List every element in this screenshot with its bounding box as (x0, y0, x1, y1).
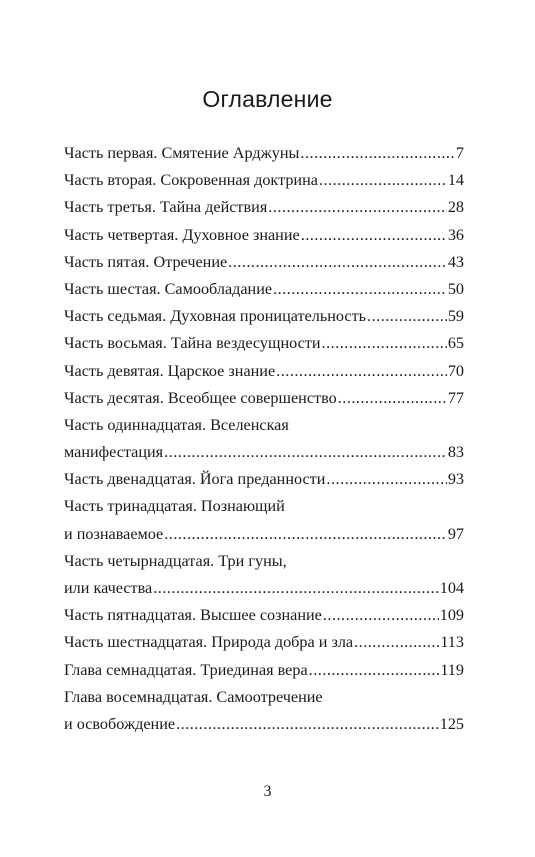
toc-entry-title: Глава семнадцатая. Триединая вера (64, 660, 308, 679)
toc-entry-page: 7 (455, 144, 464, 162)
dot-leader (164, 439, 447, 466)
toc-entry-page: 93 (447, 470, 464, 489)
dot-leader (301, 222, 447, 249)
toc-entry-line (64, 493, 464, 520)
toc-entry-line (64, 276, 464, 303)
page-title: Оглавление (202, 86, 333, 112)
toc-entry (64, 194, 464, 221)
dot-leader (164, 521, 447, 548)
toc-entry-title: и познаваемое (64, 524, 164, 543)
toc-entry (64, 358, 464, 385)
dot-leader (153, 575, 439, 602)
toc-entry-title: Часть шестнадцатая. Природа добра и зла (64, 633, 354, 652)
toc-entry-title: Часть пятая. Отречение (64, 252, 228, 271)
toc-entry (64, 330, 464, 357)
toc-entry (64, 140, 464, 167)
dot-leader (338, 385, 447, 412)
toc-entry-title: и освобождение (64, 714, 176, 733)
toc-entry-line (64, 385, 464, 412)
dot-leader (326, 466, 446, 493)
toc-entry-title: Часть первая. Смятение Арджуны (64, 144, 300, 162)
toc-entry-line (64, 249, 464, 276)
dot-leader (276, 358, 447, 385)
toc-entry (64, 222, 464, 249)
dot-leader (322, 330, 447, 357)
toc-entry (64, 548, 464, 602)
toc-entry-line (64, 711, 464, 738)
dot-leader (319, 167, 447, 194)
toc-entry (64, 657, 464, 684)
toc-entry-title: Часть третья. Тайна действия (64, 198, 268, 217)
toc-entry-title: Часть двенадцатая. Йога преданности (64, 470, 326, 489)
dot-leader (268, 194, 447, 221)
toc-entry-title: Часть десятая. Всеобщее совершенство (64, 388, 337, 407)
toc-entry-line (64, 657, 464, 684)
toc-entry-page: 50 (447, 279, 464, 298)
toc-entry-title: Глава восемнадцатая. Самоотречение (64, 687, 323, 706)
toc-entry-line (64, 439, 464, 466)
toc-entry-page: 97 (447, 524, 464, 543)
toc-entry-line (64, 167, 464, 194)
toc-entry-title: Часть вторая. Сокровенная доктрина (64, 171, 318, 190)
toc-entry (64, 684, 464, 738)
toc-entry (64, 629, 464, 656)
toc-entry-line (64, 140, 464, 167)
toc-entry-line (64, 684, 464, 711)
toc-entry-page: 125 (439, 714, 464, 733)
toc-entry-page: 28 (447, 198, 464, 217)
toc-entry-title: Часть одиннадцатая. Вселенская (64, 415, 289, 434)
toc-entry-title: Часть восьмая. Тайна вездесущности (64, 334, 321, 353)
toc-entry (64, 276, 464, 303)
toc-entry (64, 249, 464, 276)
toc-entry-line (64, 330, 464, 357)
dot-leader (354, 629, 439, 656)
toc-entry-title: манифестация (64, 443, 164, 462)
dot-leader (228, 249, 447, 276)
toc-entry-line (64, 466, 464, 493)
toc-entry-page: 113 (440, 633, 464, 652)
toc-entry-title: Часть четырнадцатая. Три гуны, (64, 551, 287, 570)
toc-entry-title: Часть пятнадцатая. Высшее сознание (64, 606, 322, 625)
toc-entry-line (64, 521, 464, 548)
table-of-contents (64, 140, 464, 738)
toc-entry (64, 167, 464, 194)
toc-entry-page: 119 (440, 660, 464, 679)
toc-entry-page: 70 (447, 361, 464, 380)
toc-entry (64, 412, 464, 466)
toc-entry (64, 303, 464, 330)
toc-entry-title: Часть девятая. Царское знание (64, 361, 276, 380)
toc-entry-line (64, 412, 464, 439)
toc-entry-page: 109 (439, 606, 464, 625)
toc-entry (64, 466, 464, 493)
toc-entry-page: 43 (447, 252, 464, 271)
dot-leader (367, 303, 447, 330)
toc-entry-page: 83 (447, 443, 464, 462)
toc-entry-page: 36 (447, 225, 464, 244)
dot-leader (323, 602, 439, 629)
toc-entry-line (64, 358, 464, 385)
toc-entry-title: Часть тринадцатая. Познающий (64, 497, 285, 516)
toc-entry-line (64, 222, 464, 249)
toc-entry (64, 602, 464, 629)
dot-leader (309, 657, 440, 684)
dot-leader (273, 276, 447, 303)
toc-entry-line (64, 194, 464, 221)
toc-entry-line (64, 303, 464, 330)
toc-entry (64, 385, 464, 412)
toc-entry-page: 65 (447, 334, 464, 353)
toc-entry-page: 59 (447, 307, 464, 326)
toc-entry-line (64, 602, 464, 629)
dot-leader (300, 140, 454, 167)
toc-entry-page: 77 (447, 388, 464, 407)
toc-entry-title: или качества (64, 579, 153, 597)
toc-entry-title: Часть четвертая. Духовное знание (64, 225, 300, 244)
toc-entry-line (64, 575, 464, 602)
toc-entry-page: 14 (447, 171, 464, 190)
toc-entry-page: 104 (439, 579, 464, 597)
toc-entry-title: Часть седьмая. Духовная проницательность (64, 307, 367, 326)
page-number: 3 (263, 783, 272, 800)
toc-entry (64, 493, 464, 547)
dot-leader (176, 711, 439, 738)
toc-entry-line (64, 548, 464, 575)
toc-entry-line (64, 629, 464, 656)
toc-entry-title: Часть шестая. Самообладание (64, 279, 273, 298)
